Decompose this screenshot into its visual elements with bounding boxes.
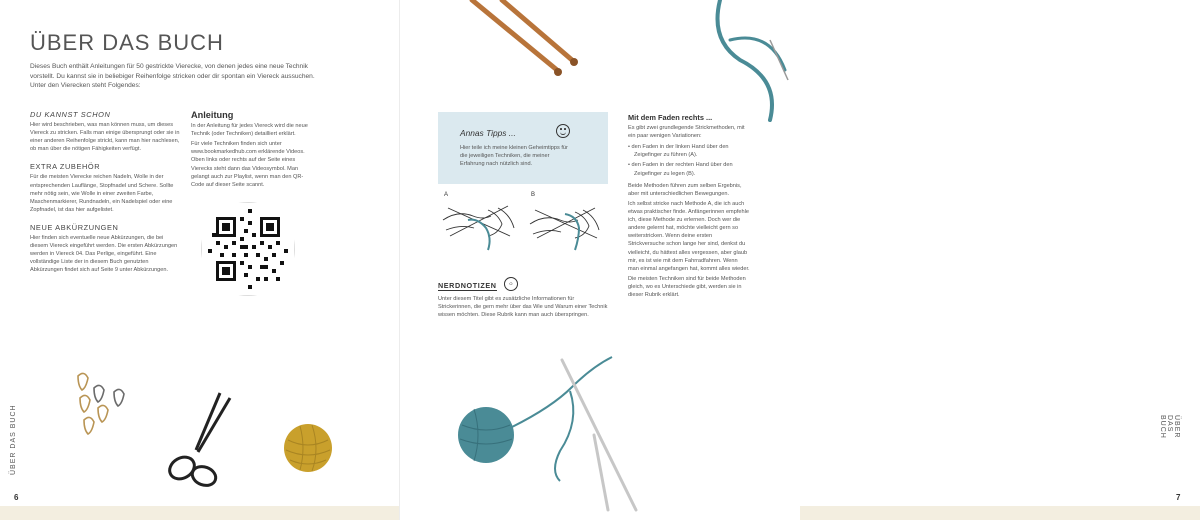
yarn-ball-yellow-icon [280,420,336,476]
page-band [800,506,1200,520]
knitting-needles-icon [462,0,602,90]
page-number: 6 [14,493,19,502]
page-title: ÜBER DAS BUCH [30,30,224,55]
illustration-method-b [525,190,607,252]
right-page [400,0,1181,520]
block-heading: EXTRA ZUBEHÖR [30,162,101,172]
faden-paragraph: Beide Methoden führen zum selben Ergebnis, aber mit unterschiedlichen Bewegungen. [628,182,742,197]
block-text: Hier finden sich eventuelle neue Abkürzungen, die bei diesem Viereck eingeführt werden. Die ersten Abkürzungen werden in Viereck 04. Das Perlige, eingeführt. Eine vollständige Liste der in diesem Buch genutzten Abkürzungen findet sich auf Seite 9 unter Abkürzungen. [30,234,178,274]
metal-needles-icon [550,355,650,515]
intro-paragraph: Dieses Buch enthält Anleitungen für 50 gestrickte Vierecke, von denen jedes eine neue Technik vorstellt. Du kannst sie in beliebiger Reihenfolge stricken oder dir spontan ein Viereck aussuchen. Unter den Vierecken steht Folgendes: [30,63,315,90]
nerd-title: NERDNOTIZEN [438,281,497,290]
illustration-label: A [444,192,449,198]
left-page [0,0,400,520]
knitting-hands-icon [438,190,520,252]
faden-list [628,143,750,177]
list-item: • den Faden in der linken Hand über den Zeigefinger zu führen (A). [628,144,729,159]
info-column [30,110,180,284]
qr-code-icon [202,203,294,295]
page-number: 7 [1176,493,1181,502]
tip-text: Hier teile ich meine kleinen Geheimtipps für die jeweiligen Techniken, die meiner Erfahrung nach nützlich sind. [460,145,568,168]
faden-heading: Mit dem Faden rechts ... [628,113,713,122]
knitting-hands-icon [525,190,607,252]
nerd-badge-icon: O [504,277,518,291]
illustration-method-a [438,190,520,252]
side-label: ÜBER DAS BUCH [1159,415,1180,439]
list-item: • den Faden in der rechten Hand über den Zeigefinger zu legen (B). [628,162,733,177]
anleitung-video-text: Für viele Techniken finden sich unter www.bookmarkedhub.com erklärende Videos. Oben links oder rechts auf der Seite eines Vierecks steht dann das Videosymbol. Man gelangt auch zur Playlist, wenn man den QR-Code auf dieser Seite scannt. [191,141,305,188]
anleitung-column [191,110,311,189]
page-band [0,506,400,520]
side-label: ÜBER DAS BUCH [10,404,17,475]
anleitung-text: In der Anleitung für jedes Viereck wird die neue Technik (oder Techniken) detailliert erklärt. [191,123,308,138]
nerd-notes [438,275,608,319]
block-extra-zubehoer [30,162,180,214]
tip-box [438,112,608,184]
faden-paragraph: Ich selbst stricke nach Methode A, die ich auch etwas praktischer finde. Anfängerinnen empfehle ich, diese Methode zu erlernen. Doch wer die andere gelernt hat, möchte vielleicht gern so weiterstricken. Wenn deine ersten Strickversuche schon lange her sind, denkst du vielleicht, du hättest alles vergessen, aber glaub mir, es ist wie mit dem Fahrradfahren. Wenn man einmal angefangen hat, kommt alles wieder. [628,200,750,272]
anleitung-heading: Anleitung [191,110,234,120]
block-du-kannst-schon [30,110,180,153]
block-heading: DU KANNST SCHON [30,110,111,119]
smiley-icon [556,124,570,138]
faden-paragraph: Die meisten Techniken sind für beide Methoden gleich, wo es Unterschiede gibt, werden sie in dieser Rubrik erklärt. [628,275,746,299]
scissors-icon [160,388,250,498]
tip-title: Annas Tipps ... [460,128,516,138]
nerd-text: Unter diesem Titel gibt es zusätzliche Informationen für Strickerinnen, die gern mehr über das Wie und Warum einer Technik wissen möchten. Diese Rubrik kann man auch überspringen. [438,296,608,319]
illustration-label: B [531,192,536,198]
faden-intro: Es gibt zwei grundlegende Strickmethoden, mit ein paar wenigen Variationen: [628,125,745,140]
block-text: Hier wird beschrieben, was man können muss, um dieses Viereck zu stricken. Falls man einige übersprungt oder sie in einer anderen Reihenfolge strickt, kann man hier nachlesen, ob man über die nötigen Fähigkeiten verfügt. [30,122,180,153]
block-text: Für die meisten Vierecke reichen Nadeln, Wolle in der entsprechenden Lauflänge, Stopfnadel und Schere. Sollte mehr nötig sein, wie Wolle in einer zweiten Farbe, Maschenmarkierer, Rundnadeln, ein Nadelspiel oder eine Zopfnadel, ist das hier aufgelistet. [30,174,174,213]
qr-code[interactable] [201,202,295,296]
stitch-markers-icon [70,368,140,438]
block-neue-abkuerzungen [30,223,180,275]
faden-column [628,113,750,299]
block-heading: NEUE ABKÜRZUNGEN [30,222,119,232]
